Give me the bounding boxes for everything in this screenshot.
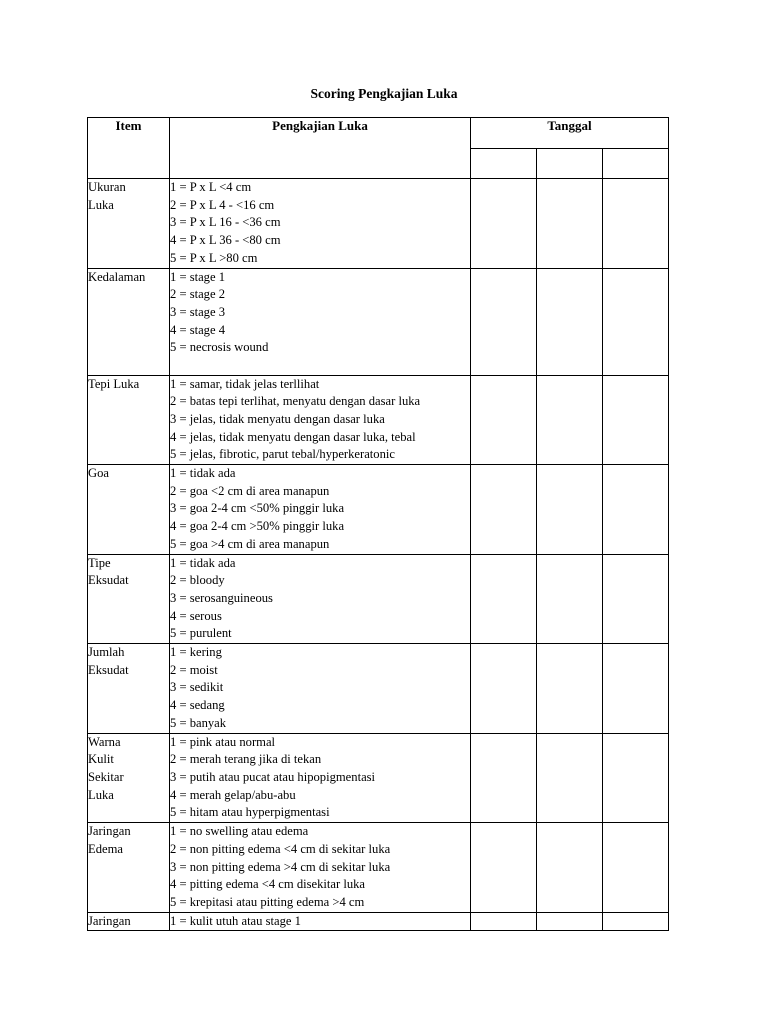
date-score-cell[interactable] xyxy=(471,644,537,734)
item-cell xyxy=(88,554,170,644)
item-label: Eksudat xyxy=(88,573,129,588)
assessment-cell xyxy=(170,465,471,555)
score-option: 5 = goa >4 cm di area manapun xyxy=(170,536,330,551)
item-label: Kulit xyxy=(88,752,114,767)
item-cell xyxy=(88,644,170,734)
date-score-cell[interactable] xyxy=(603,268,669,375)
table-row xyxy=(88,912,669,931)
score-option: 4 = merah gelap/abu-abu xyxy=(170,787,296,802)
date-score-cell[interactable] xyxy=(537,268,603,375)
score-option: 1 = tidak ada xyxy=(170,555,236,570)
table-row xyxy=(88,179,669,269)
table-row xyxy=(88,823,669,913)
date-score-cell[interactable] xyxy=(537,465,603,555)
date-score-cell[interactable] xyxy=(537,554,603,644)
date-score-cell[interactable] xyxy=(603,554,669,644)
date-score-cell[interactable] xyxy=(603,823,669,913)
score-option: 2 = goa <2 cm di area manapun xyxy=(170,483,330,498)
score-option: 1 = samar, tidak jelas terllihat xyxy=(170,376,320,391)
score-option: 2 = bloody xyxy=(170,573,225,588)
score-option: 3 = P x L 16 - <36 cm xyxy=(170,215,281,230)
date-column-2[interactable] xyxy=(537,148,603,179)
item-label: Kedalaman xyxy=(88,269,146,284)
header-assessment: Pengkajian Luka xyxy=(170,118,471,179)
table-row xyxy=(88,375,669,465)
item-cell xyxy=(88,268,170,375)
score-option: 5 = hitam atau hyperpigmentasi xyxy=(170,805,330,820)
item-label: Goa xyxy=(88,466,109,481)
item-label: Jaringan xyxy=(88,913,131,928)
assessment-cell xyxy=(170,554,471,644)
score-option: 2 = stage 2 xyxy=(170,287,226,302)
scoring-table xyxy=(87,117,669,931)
score-option: 1 = pink atau normal xyxy=(170,734,276,749)
item-label: Jaringan xyxy=(88,824,131,839)
score-option: 5 = necrosis wound xyxy=(170,340,269,355)
date-score-cell[interactable] xyxy=(537,912,603,931)
score-option: 3 = sedikit xyxy=(170,680,224,695)
date-score-cell[interactable] xyxy=(537,733,603,823)
date-score-cell[interactable] xyxy=(471,465,537,555)
score-option: 1 = no swelling atau edema xyxy=(170,824,309,839)
score-option: 5 = krepitasi atau pitting edema >4 cm xyxy=(170,894,365,909)
item-label: Jumlah xyxy=(88,645,125,660)
score-option: 4 = pitting edema <4 cm disekitar luka xyxy=(170,877,366,892)
assessment-cell xyxy=(170,179,471,269)
date-score-cell[interactable] xyxy=(603,179,669,269)
score-option: 2 = batas tepi terlihat, menyatu dengan dasar luka xyxy=(170,394,421,409)
assessment-cell xyxy=(170,912,471,931)
score-option: 4 = goa 2-4 cm >50% pinggir luka xyxy=(170,519,345,534)
assessment-cell xyxy=(170,733,471,823)
assessment-cell xyxy=(170,268,471,375)
item-cell xyxy=(88,375,170,465)
assessment-cell xyxy=(170,823,471,913)
item-cell xyxy=(88,912,170,931)
item-cell xyxy=(88,733,170,823)
score-option: 5 = banyak xyxy=(170,715,227,730)
score-option: 3 = non pitting edema >4 cm di sekitar luka xyxy=(170,859,391,874)
item-label: Edema xyxy=(88,841,123,856)
score-option: 2 = P x L 4 - <16 cm xyxy=(170,197,275,212)
date-score-cell[interactable] xyxy=(471,375,537,465)
score-option: 3 = goa 2-4 cm <50% pinggir luka xyxy=(170,501,345,516)
score-option: 1 = kering xyxy=(170,645,222,660)
table-row xyxy=(88,465,669,555)
table-row xyxy=(88,268,669,375)
date-score-cell[interactable] xyxy=(603,912,669,931)
header-item: Item xyxy=(88,118,170,179)
date-score-cell[interactable] xyxy=(471,268,537,375)
score-option: 2 = non pitting edema <4 cm di sekitar luka xyxy=(170,841,391,856)
item-cell xyxy=(88,823,170,913)
date-score-cell[interactable] xyxy=(537,179,603,269)
item-label: Tipe xyxy=(88,555,111,570)
date-score-cell[interactable] xyxy=(537,375,603,465)
item-cell xyxy=(88,179,170,269)
page-title: Scoring Pengkajian Luka xyxy=(310,86,458,101)
date-column-3[interactable] xyxy=(603,148,669,179)
score-option: 5 = purulent xyxy=(170,626,232,641)
item-label: Tepi Luka xyxy=(88,376,140,391)
score-option: 4 = P x L 36 - <80 cm xyxy=(170,233,281,248)
item-label: Warna xyxy=(88,734,121,749)
header-date: Tanggal xyxy=(471,118,669,149)
date-score-cell[interactable] xyxy=(471,823,537,913)
score-option: 2 = moist xyxy=(170,662,218,677)
score-option: 1 = tidak ada xyxy=(170,466,236,481)
date-score-cell[interactable] xyxy=(537,644,603,734)
date-score-cell[interactable] xyxy=(471,733,537,823)
score-option: 1 = stage 1 xyxy=(170,269,226,284)
item-label: Luka xyxy=(88,197,114,212)
item-cell xyxy=(88,465,170,555)
score-option: 3 = serosanguineous xyxy=(170,590,273,605)
table-row xyxy=(88,733,669,823)
table-row xyxy=(88,644,669,734)
date-column-1[interactable] xyxy=(471,148,537,179)
score-option: 4 = stage 4 xyxy=(170,322,226,337)
item-label: Sekitar xyxy=(88,769,124,784)
score-option: 4 = sedang xyxy=(170,698,225,713)
score-option: 3 = putih atau pucat atau hipopigmentasi xyxy=(170,769,376,784)
table-row xyxy=(88,554,669,644)
score-option: 1 = P x L <4 cm xyxy=(170,180,252,194)
score-option: 4 = jelas, tidak menyatu dengan dasar luka, tebal xyxy=(170,429,416,444)
score-option: 5 = jelas, fibrotic, parut tebal/hyperkeratonic xyxy=(170,447,395,462)
table-body xyxy=(88,179,669,931)
item-label: Eksudat xyxy=(88,662,129,677)
item-label: Ukuran xyxy=(88,180,126,194)
date-score-cell[interactable] xyxy=(603,465,669,555)
date-score-cell[interactable] xyxy=(603,375,669,465)
score-option: 1 = kulit utuh atau stage 1 xyxy=(170,913,301,928)
assessment-cell xyxy=(170,644,471,734)
date-score-cell[interactable] xyxy=(471,179,537,269)
date-score-cell[interactable] xyxy=(603,644,669,734)
score-option: 4 = serous xyxy=(170,608,222,623)
score-option: 3 = stage 3 xyxy=(170,304,226,319)
item-label: Luka xyxy=(88,787,114,802)
assessment-cell xyxy=(170,375,471,465)
score-option: 3 = jelas, tidak menyatu dengan dasar luka xyxy=(170,411,385,426)
date-score-cell[interactable] xyxy=(471,912,537,931)
date-score-cell[interactable] xyxy=(537,823,603,913)
date-score-cell[interactable] xyxy=(471,554,537,644)
score-option: 2 = merah terang jika di tekan xyxy=(170,752,322,767)
date-score-cell[interactable] xyxy=(603,733,669,823)
score-option: 5 = P x L >80 cm xyxy=(170,250,258,265)
